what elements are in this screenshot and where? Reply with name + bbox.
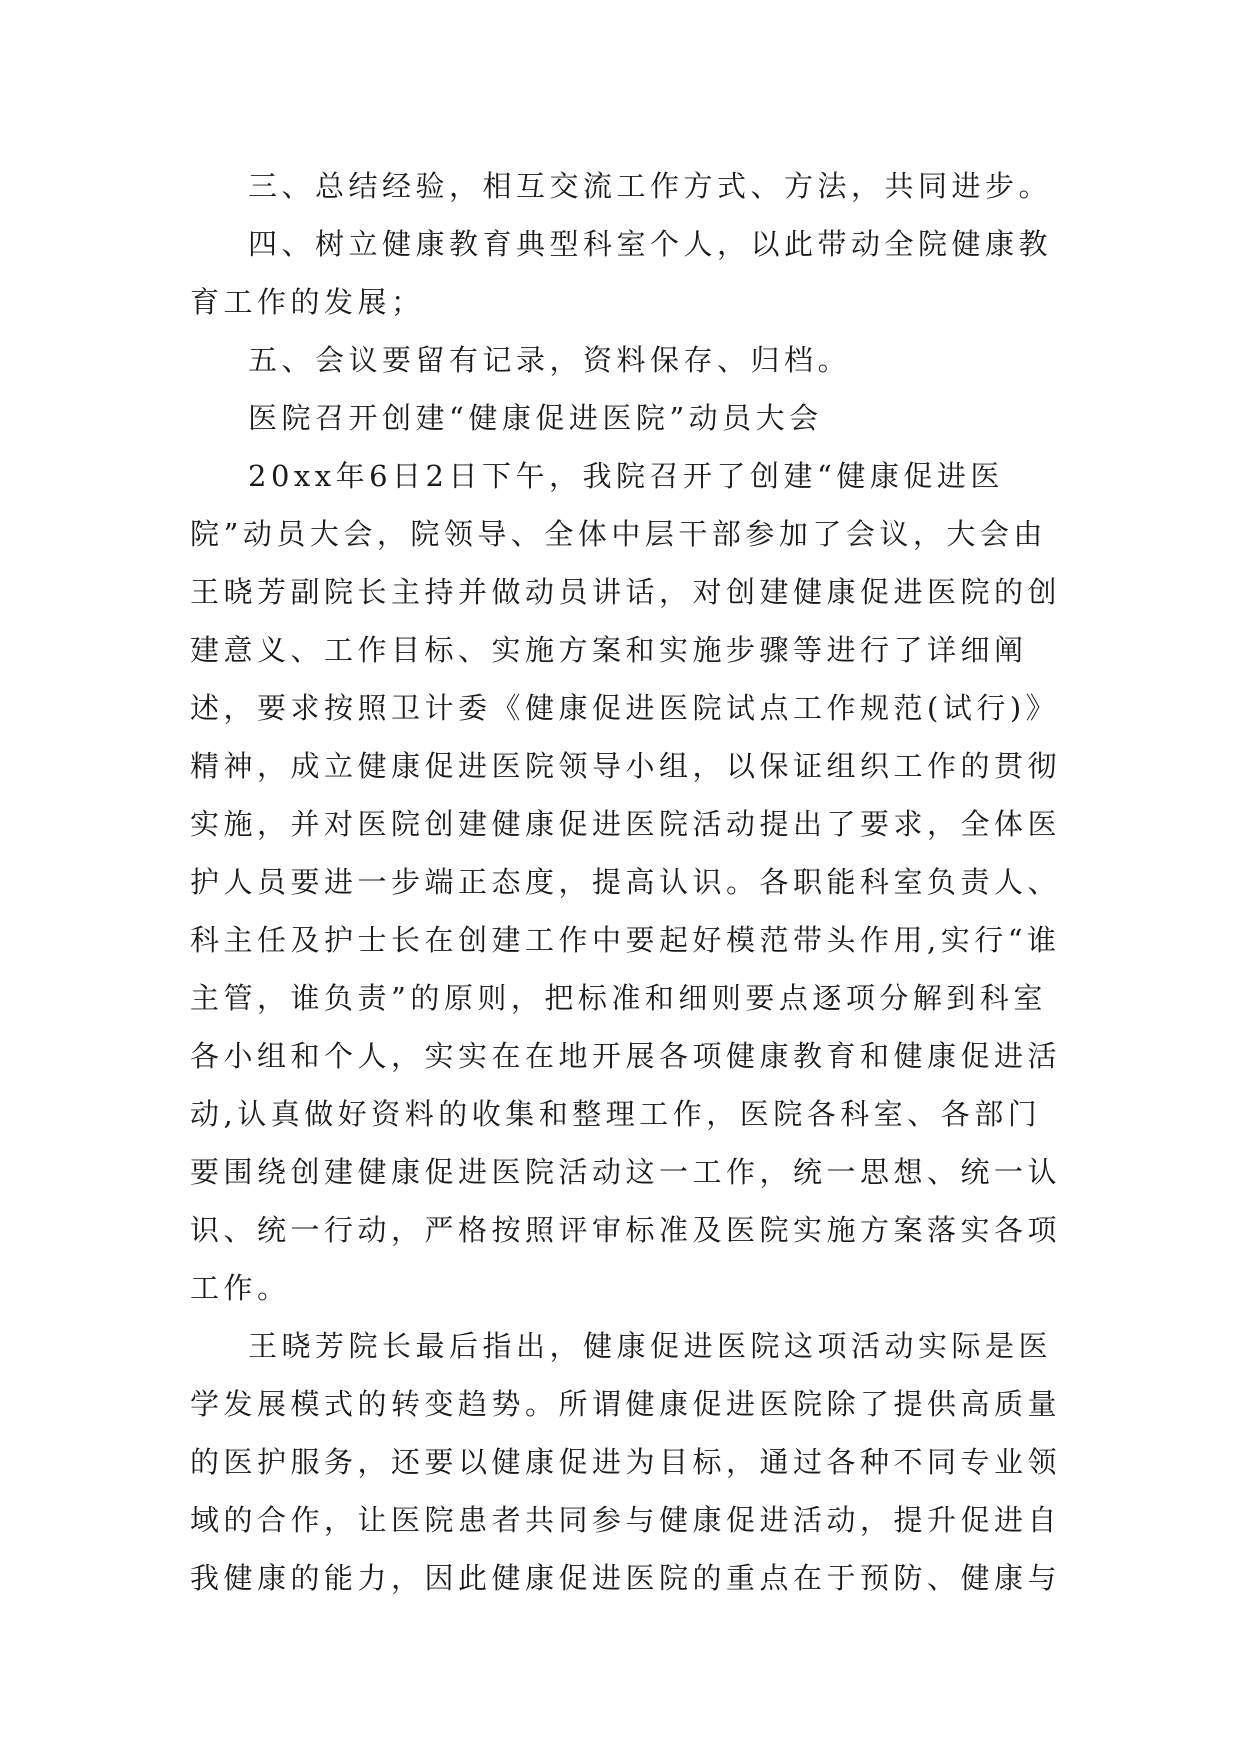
section-heading: 医院召开创建“健康促进医院”动员大会 — [248, 401, 823, 435]
document-body — [190, 157, 1070, 1607]
paragraph-item-4: 四、树立健康教育典型科室个人，以此带动全院健康教育工作的发展； — [190, 227, 1053, 319]
paragraph-item-5: 五、会议要留有记录，资料保存、归档。 — [248, 343, 852, 377]
paragraph-item-3: 三、总结经验，相互交流工作方式、方法，共同进步。 — [248, 169, 1053, 203]
paragraph-meeting-report: 20xx年6日2日下午，我院召开了创建“健康促进医院”动员大会，院领导、全体中层干部参加了会议，大会由王晓芳副院长主持并做动员讲话，对创建健康促进医院的创建意义、工作目标、实施方案和实施步骤等进行了详细阐述，要求按照卫计委《健康促进医院试点工作规范(试行)》精神，成立健康促进医院领导小组，以保证组织工作的贯彻实施，并对医院创建健康促进医院活动提出了要求，全体医护人员要进一步端正态度，提高认识。各职能科室负责人、科主任及护士长在创建工作中要起好模范带头作用,实行“谁主管，谁负责”的原则，把标准和细则要点逐项分解到科室各小组和个人，实实在在地开展各项健康教育和健康促进活动,认真做好资料的收集和整理工作，医院各科室、各部门要围绕创建健康促进医院活动这一工作，统一思想、统一认识、统一行动，严格按照评审标准及医院实施方案落实各项工作。 — [190, 459, 1062, 1305]
paragraph-closing-remarks: 王晓芳院长最后指出，健康促进医院这项活动实际是医学发展模式的转变趋势。所谓健康促进医院除了提供高质量的医护服务，还要以健康促进为目标，通过各种不同专业领域的合作，让医院患者共同参与健康促进活动，提升促进自我健康的能力，因此健康促进医院的重点在于预防、健康与 — [190, 1329, 1062, 1595]
